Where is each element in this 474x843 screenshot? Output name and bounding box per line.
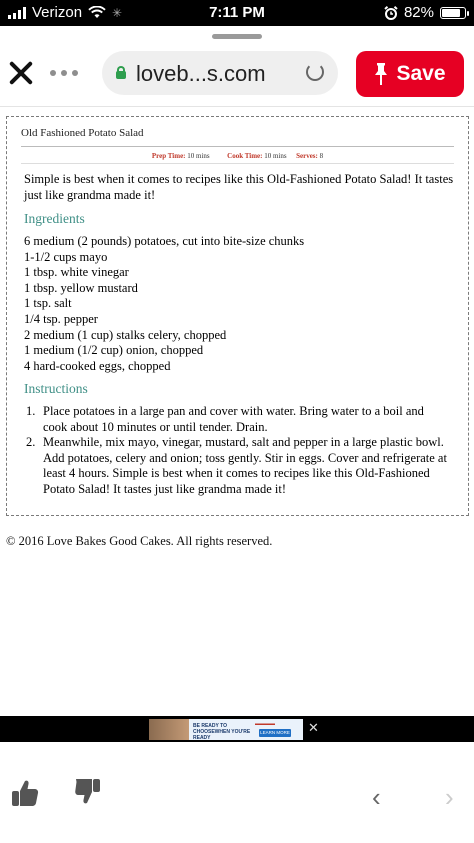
recipe-meta: [7, 152, 468, 160]
url-text: loveb...s.com: [136, 61, 266, 86]
copyright-text: © 2016 Love Bakes Good Cakes. All rights reserved.: [6, 534, 273, 548]
recipe-intro: Simple is best when it comes to recipes like this Old-Fashioned Potato Salad! It tastes just like grandma made it!: [24, 172, 454, 202]
battery-level: [442, 9, 460, 17]
ad-close-icon[interactable]: ✕: [308, 720, 319, 735]
sheet-grabber[interactable]: [212, 34, 262, 39]
serves-label: Serves:: [296, 152, 318, 160]
pin-icon: [374, 63, 388, 85]
thumbs-down-icon[interactable]: [74, 776, 102, 806]
step-text: Place potatoes in a large pan and cover with water. Bring water to a boil and cook about 10 minutes or until tender. Drain.: [43, 404, 424, 434]
recipe-title: Old Fashioned Potato Salad: [21, 127, 144, 139]
ad-bar: [0, 716, 474, 742]
recipe-card: [6, 116, 469, 516]
save-button[interactable]: [356, 51, 464, 97]
close-icon[interactable]: [8, 60, 34, 86]
ingredient-item: 2 medium (1 cup) stalks celery, chopped: [24, 327, 227, 342]
cook-time-label: Cook Time:: [227, 152, 263, 160]
thumbs-up-icon[interactable]: [10, 778, 40, 808]
ingredient-item: 1 tbsp. yellow mustard: [24, 280, 138, 295]
serves-value: 8: [319, 152, 324, 160]
status-right: [384, 4, 466, 21]
more-options-icon[interactable]: [50, 70, 78, 76]
prep-time-value: 10 mins: [187, 152, 210, 160]
step-text: Meanwhile, mix mayo, vinegar, mustard, salt and pepper in a large plastic bowl. Add potatoes, celery and onion; toss gently. Stir in eggs. Cover and refrigerate at least 4 hours. Simple is best when it comes to recipes like this Old-Fashioned Potato Salad! It tastes just like grandma made it!: [43, 435, 447, 496]
instruction-step: [24, 404, 449, 435]
meta-rule: [21, 163, 454, 164]
address-bar[interactable]: [102, 51, 338, 95]
cook-time-value: 10 mins: [264, 152, 287, 160]
prep-time-label: Prep Time:: [151, 152, 186, 160]
ingredient-item: 4 hard-cooked eggs, chopped: [24, 358, 171, 373]
instruction-step: [24, 435, 449, 497]
instructions-heading: Instructions: [24, 381, 88, 396]
ad-cta-button[interactable]: LEARN MORE: [260, 730, 290, 735]
ingredient-item: 1-1/2 cups mayo: [24, 249, 108, 264]
instructions-list: [24, 404, 449, 497]
step-number: 1.: [26, 404, 36, 418]
ingredients-list: [24, 234, 304, 374]
status-time: 7:11 PM: [209, 4, 265, 21]
alarm-icon: [384, 6, 398, 20]
forward-icon[interactable]: ›: [445, 782, 454, 812]
ad-logo: ▬▬▬▬: [255, 721, 275, 727]
battery-icon: [440, 7, 466, 19]
battery-percent: 82%: [403, 4, 434, 21]
ingredient-item: 1 tsp. salt: [24, 296, 72, 311]
carrier-label: Verizon: [32, 4, 83, 21]
ingredient-item: 6 medium (2 pounds) potatoes, cut into bite-size chunks: [24, 234, 305, 248]
ingredient-item: 1 tbsp. white vinegar: [24, 265, 129, 280]
back-icon[interactable]: ‹: [372, 782, 381, 812]
lock-icon: [116, 66, 126, 79]
title-rule: [21, 146, 454, 147]
ingredient-item: 1 medium (1/2 cup) onion, chopped: [24, 343, 204, 358]
header-divider: [0, 106, 474, 107]
save-label: Save: [396, 62, 446, 85]
ad-headline: BE READY TO CHOOSEWHEN YOU'RE READY: [193, 723, 251, 740]
browser-header: [0, 26, 474, 106]
ingredient-item: 1/4 tsp. pepper: [24, 311, 98, 326]
bottom-toolbar: [0, 742, 474, 843]
ingredients-heading: Ingredients: [24, 211, 85, 226]
step-number: 2.: [26, 435, 36, 449]
loading-spinner-icon: ✳: [112, 5, 123, 20]
status-bar: [0, 0, 474, 26]
ad-banner[interactable]: [149, 719, 303, 740]
ad-image: [149, 719, 189, 740]
reload-icon[interactable]: [306, 63, 324, 81]
